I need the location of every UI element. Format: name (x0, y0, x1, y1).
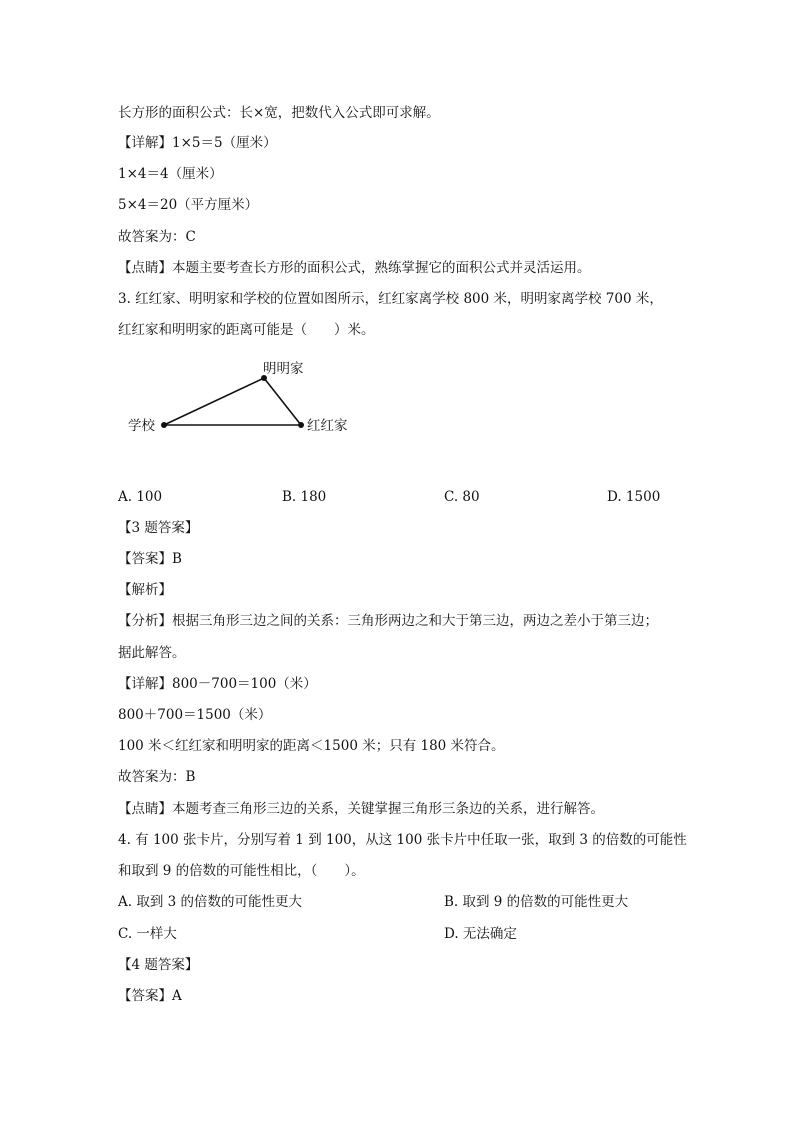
text-line: 800＋700＝1500（米） (118, 707, 272, 723)
option-c: C. 一样大 (118, 926, 177, 942)
option-d: D. 1500 (607, 489, 661, 505)
text-line: 【解析】 (118, 582, 172, 598)
label-school: 学校 (128, 418, 155, 434)
text-line: 【答案】A (118, 988, 182, 1004)
edge-mingming-honghong (264, 378, 301, 425)
option-a: A. 取到 3 的倍数的可能性更大 (118, 894, 303, 910)
text-line: 【4 题答案】 (118, 957, 199, 973)
text-line: 【3 题答案】 (118, 520, 199, 536)
text-line: 故答案为：C (118, 229, 196, 245)
text-line: 【点睛】本题考查三角形三边的关系，关键掌握三角形三条边的关系，进行解答。 (118, 801, 604, 817)
text-line: 【详解】800－700＝100（米） (118, 676, 317, 692)
text-line: 【分析】根据三角形三边之间的关系：三角形两边之和大于第三边，两边之差小于第三边； (118, 613, 658, 629)
question-3-text: 红红家和明明家的距离可能是（ ）米。 (118, 322, 375, 338)
text-line: 5×4＝20（平方厘米） (118, 197, 259, 213)
option-c: C. 80 (444, 489, 480, 505)
text-line: 100 米＜红红家和明明家的距离＜1500 米；只有 180 米符合。 (118, 738, 505, 754)
text-line: 据此解答。 (118, 645, 186, 661)
question-3-text: 3. 红红家、明明家和学校的位置如图所示，红红家离学校 800 米，明明家离学校 700 米， (118, 291, 663, 307)
question-4-text: 和取到 9 的倍数的可能性相比，（ ）。 (118, 863, 365, 879)
point-honghong (298, 422, 304, 428)
triangle-figure (0, 0, 794, 500)
edge-school-mingming (164, 378, 264, 425)
option-a: A. 100 (118, 489, 163, 505)
text-line: 【详解】1×5＝5（厘米） (118, 135, 277, 151)
label-mingming: 明明家 (263, 361, 304, 377)
point-school (161, 422, 167, 428)
option-d: D. 无法确定 (444, 926, 517, 942)
text-line: 长方形的面积公式：长×宽，把数代入公式即可求解。 (118, 105, 440, 121)
text-line: 1×4＝4（厘米） (118, 166, 223, 182)
label-honghong: 红红家 (307, 418, 348, 434)
option-b: B. 取到 9 的倍数的可能性更大 (444, 894, 629, 910)
question-4-text: 4. 有 100 张卡片，分别写着 1 到 100，从这 100 张卡片中任取一张，取到 3 的倍数的可能性 (118, 832, 687, 848)
text-line: 【点睛】本题主要考查长方形的面积公式，熟练掌握它的面积公式并灵活运用。 (118, 260, 591, 276)
option-b: B. 180 (282, 489, 327, 505)
text-line: 故答案为：B (118, 769, 196, 785)
text-line: 【答案】B (118, 551, 182, 567)
